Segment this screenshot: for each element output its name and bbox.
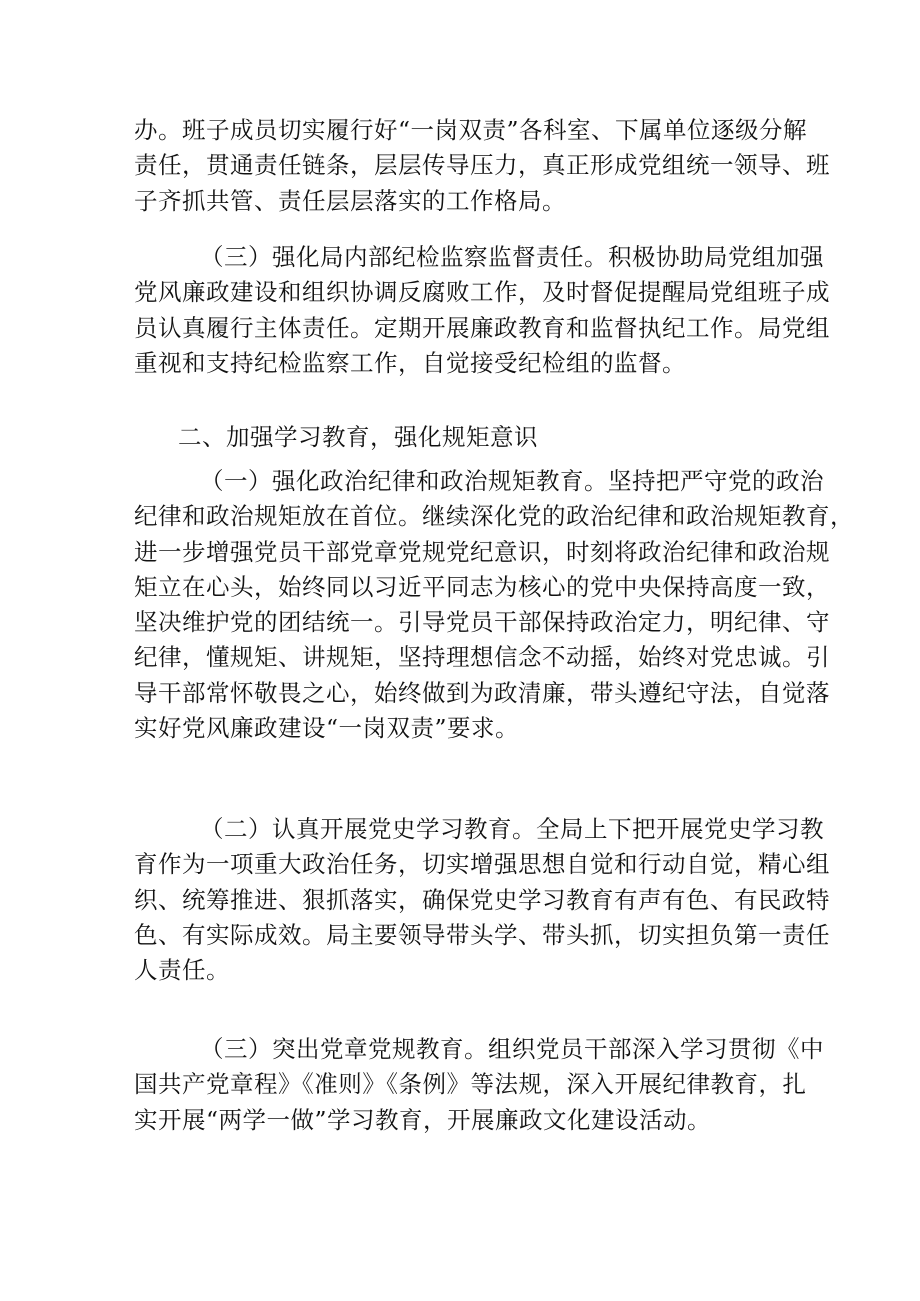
text-line: 责任，贯通责任链条，层层传导压力，真正形成党组统一领导、班 [134,151,830,180]
text-line: （三）突出党章党规教育。组织党员干部深入学习贯彻《中 [200,1035,824,1063]
paragraph-continuation [134,113,830,219]
text-line: 实好党风廉政建设“一岗双责”要求。 [134,714,520,743]
text-line: 人责任。 [134,956,230,985]
text-line: （三）强化局内部纪检监察监督责任。积极协助局党组加强 [200,243,824,271]
text-line: 员认真履行主体责任。定期开展廉政教育和监督执纪工作。局党组 [134,313,830,342]
text-line: 纪律，懂规矩、讲规矩，坚持理想信念不动摇，始终对党忠诚。引 [134,643,830,672]
text-line: 色、有实际成效。局主要领导带头学、带头抓，切实担负第一责任 [134,920,830,949]
paragraph-political-discipline [134,464,854,746]
text-line: 办。班子成员切实履行好“一岗双责”各科室、下属单位逐级分解 [134,116,808,144]
text-line: 矩立在心头，始终同以习近平同志为核心的党中央保持高度一致， [134,572,830,601]
text-line: 导干部常怀敬畏之心，始终做到为政清廉，带头遵纪守法，自觉落 [134,678,830,707]
text-line: （一）强化政治纪律和政治规矩教育。坚持把严守党的政治 [200,467,824,495]
text-line: 国共产党章程》《准则》《条例》等法规，深入开展纪律教育，扎 [134,1070,807,1099]
text-line: 进一步增强党员干部党章党规党纪意识，时刻将政治纪律和政治规 [134,537,830,566]
text-line: 织、统筹推进、狠抓落实，确保党史学习教育有声有色、有民政特 [134,885,830,914]
text-line: 育作为一项重大政治任务，切实增强思想自觉和行动自觉，精心组 [134,850,830,879]
text-line: 党风廉政建设和组织协调反腐败工作，及时督促提醒局党组班子成 [134,278,830,307]
text-line: （二）认真开展党史学习教育。全局上下把开展党史学习教 [200,815,824,843]
paragraph-supervision-responsibility [134,240,830,381]
section-heading: 二、加强学习教育，强化规矩意识 [178,423,538,451]
text-line: 子齐抓共管、责任层层落实的工作格局。 [134,186,566,215]
text-line: 实开展“两学一做”学习教育，开展廉政文化建设活动。 [134,1105,712,1134]
paragraph-party-history [134,812,830,988]
text-line: 纪律和政治规矩放在首位。继续深化党的政治纪律和政治规矩教育， [134,502,854,531]
text-line: 重视和支持纪检监察工作，自觉接受纪检组的监督。 [134,348,686,377]
text-line: 坚决维护党的团结统一。引导党员干部保持政治定力，明纪律、守 [134,608,830,637]
paragraph-party-constitution [134,1032,824,1138]
